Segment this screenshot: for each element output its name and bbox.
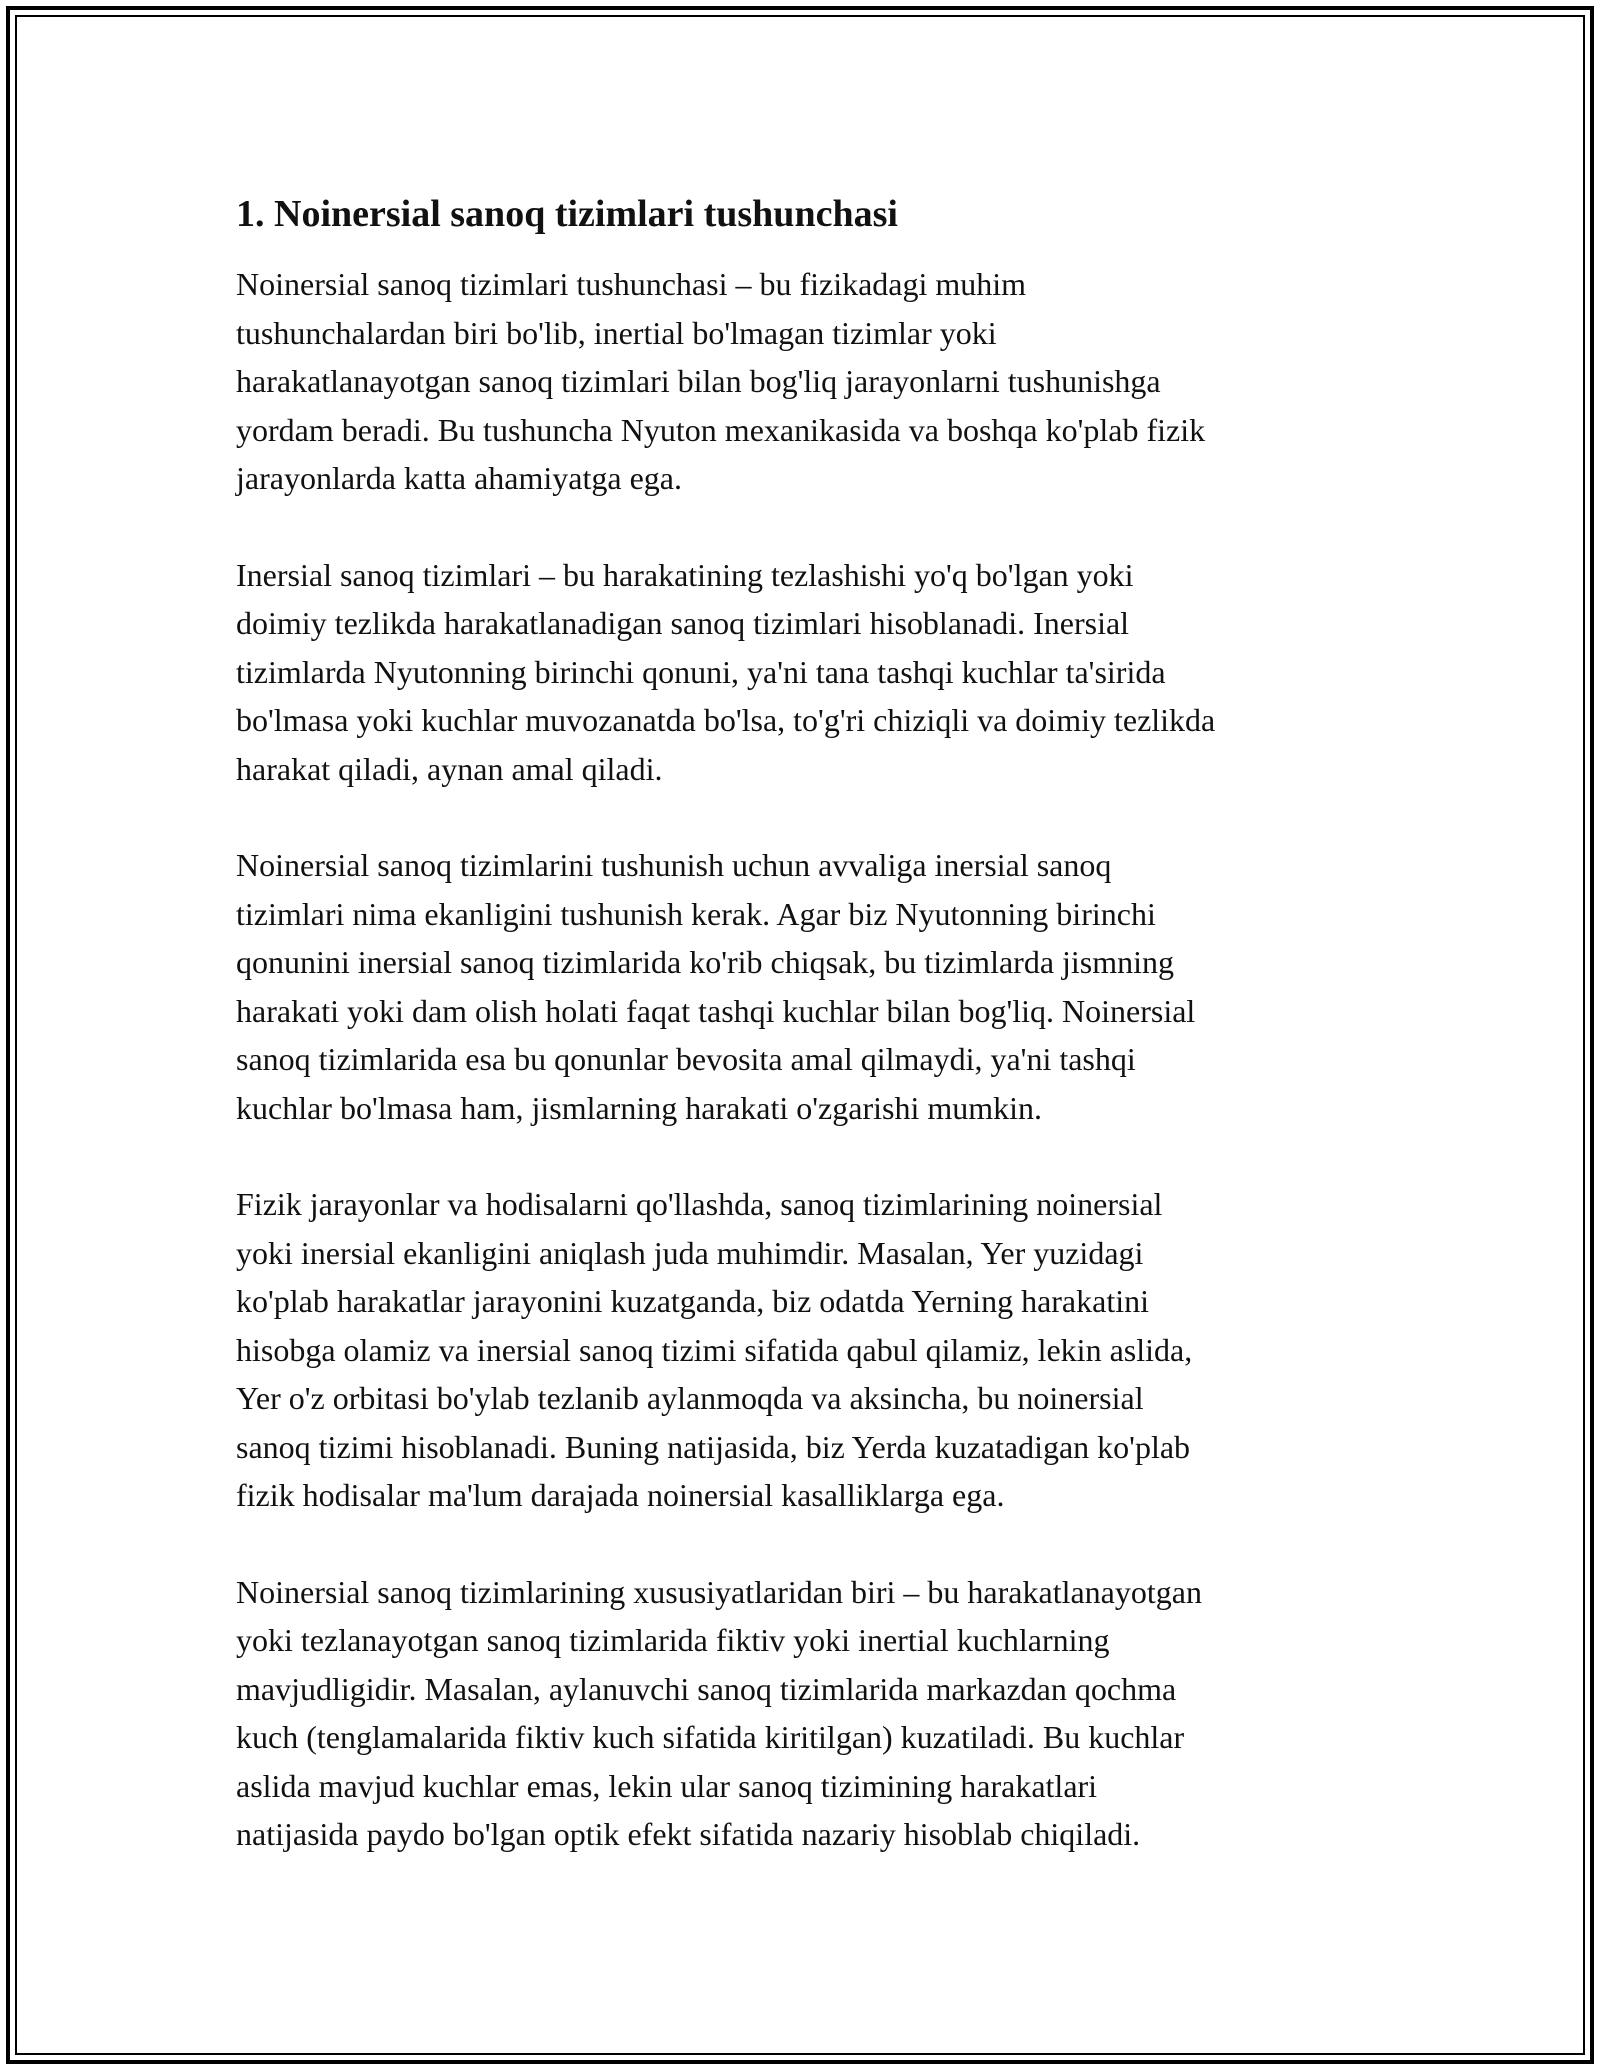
paragraph-line: tizimlarda Nyutonning birinchi qonuni, ya'ni tana tashqi kuchlar ta'sirida	[236, 653, 1166, 690]
paragraph-line: qonunini inersial sanoq tizimlarida ko'rib chiqsak, bu tizimlarda jismning	[236, 944, 1175, 980]
paragraph-line: harakat qiladi, aynan amal qiladi.	[236, 750, 663, 787]
paragraph-line: ko'plab harakatlar jarayonini kuzatganda, biz odatda Yerning harakatini	[236, 1283, 1149, 1319]
paragraphs	[236, 260, 1366, 1859]
section-heading: 1. Noinersial sanoq tizimlari tushunchasi	[236, 193, 898, 235]
paragraph	[236, 260, 1366, 503]
paragraph-line: tushunchalardan biri bo'lib, inertial bo'lmagan tizimlar yoki	[236, 314, 997, 351]
paragraph-line: bo'lmasa yoki kuchlar muvozanatda bo'lsa, to'g'ri chiziqli va doimiy tezlikda	[236, 702, 1216, 738]
paragraph-line: sanoq tizimlarida esa bu qonunlar bevosita amal qilmaydi, ya'ni tashqi	[236, 1041, 1136, 1077]
paragraph-line: Fizik jarayonlar va hodisalarni qo'llashda, sanoq tizimlarining noinersial	[236, 1186, 1163, 1222]
paragraph	[236, 551, 1366, 794]
paragraph	[236, 1568, 1366, 1859]
paragraph-line: yoki inersial ekanligini aniqlash juda muhimdir. Masalan, Yer yuzidagi	[236, 1234, 1144, 1271]
paragraph-line: kuchlar bo'lmasa ham, jismlarning harakati o'zgarishi mumkin.	[236, 1089, 1042, 1126]
paragraph-line: Noinersial sanoq tizimlari tushunchasi – bu fizikadagi muhim	[236, 266, 1027, 302]
paragraph-line: hisobga olamiz va inersial sanoq tizimi sifatida qabul qilamiz, lekin aslida,	[236, 1331, 1193, 1368]
paragraph-line: yoki tezlanayotgan sanoq tizimlarida fiktiv yoki inertial kuchlarning	[236, 1622, 1110, 1658]
paragraph-line: harakati yoki dam olish holati faqat tashqi kuchlar bilan bog'liq. Noinersial	[236, 992, 1196, 1029]
document-body	[236, 188, 1366, 1907]
paragraph-line: natijasida paydo bo'lgan optik efekt sifatida nazariy hisoblab chiqiladi.	[236, 1816, 1141, 1852]
paragraph-line: mavjudligidir. Masalan, aylanuvchi sanoq tizimlarida markazdan qochma	[236, 1670, 1177, 1707]
paragraph-line: aslida mavjud kuchlar emas, lekin ular sanoq tizimining harakatlari	[236, 1767, 1098, 1804]
paragraph-line: harakatlanayotgan sanoq tizimlari bilan bog'liq jarayonlarni tushunishga	[236, 363, 1161, 399]
paragraph	[236, 841, 1366, 1132]
paragraph-line: Yer o'z orbitasi bo'ylab tezlanib aylanmoqda va aksincha, bu noinersial	[236, 1380, 1144, 1416]
paragraph-line: fizik hodisalar ma'lum darajada noinersial kasalliklarga ega.	[236, 1477, 1005, 1513]
paragraph-line: Noinersial sanoq tizimlarini tushunish uchun avvaliga inersial sanoq	[236, 847, 1112, 883]
paragraph-line: kuch (tenglamalarida fiktiv kuch sifatida kiritilgan) kuzatiladi. Bu kuchlar	[236, 1719, 1185, 1755]
paragraph-line: yordam beradi. Bu tushuncha Nyuton mexanikasida va boshqa ko'plab fizik	[236, 411, 1206, 448]
paragraph-line: doimiy tezlikda harakatlanadigan sanoq tizimlari hisoblanadi. Inersial	[236, 605, 1130, 641]
paragraph-line: jarayonlarda katta ahamiyatga ega.	[236, 460, 682, 496]
paragraph-line: tizimlari nima ekanligini tushunish kerak. Agar biz Nyutonning birinchi	[236, 895, 1156, 932]
paragraph-line: Inersial sanoq tizimlari – bu harakatining tezlashishi yo'q bo'lgan yoki	[236, 556, 1134, 593]
paragraph	[236, 1180, 1366, 1520]
paragraph-line: sanoq tizimi hisoblanadi. Buning natijasida, biz Yerda kuzatadigan ko'plab	[236, 1428, 1191, 1465]
paragraph-line: Noinersial sanoq tizimlarining xususiyatlaridan biri – bu harakatlanayotgan	[236, 1573, 1202, 1610]
